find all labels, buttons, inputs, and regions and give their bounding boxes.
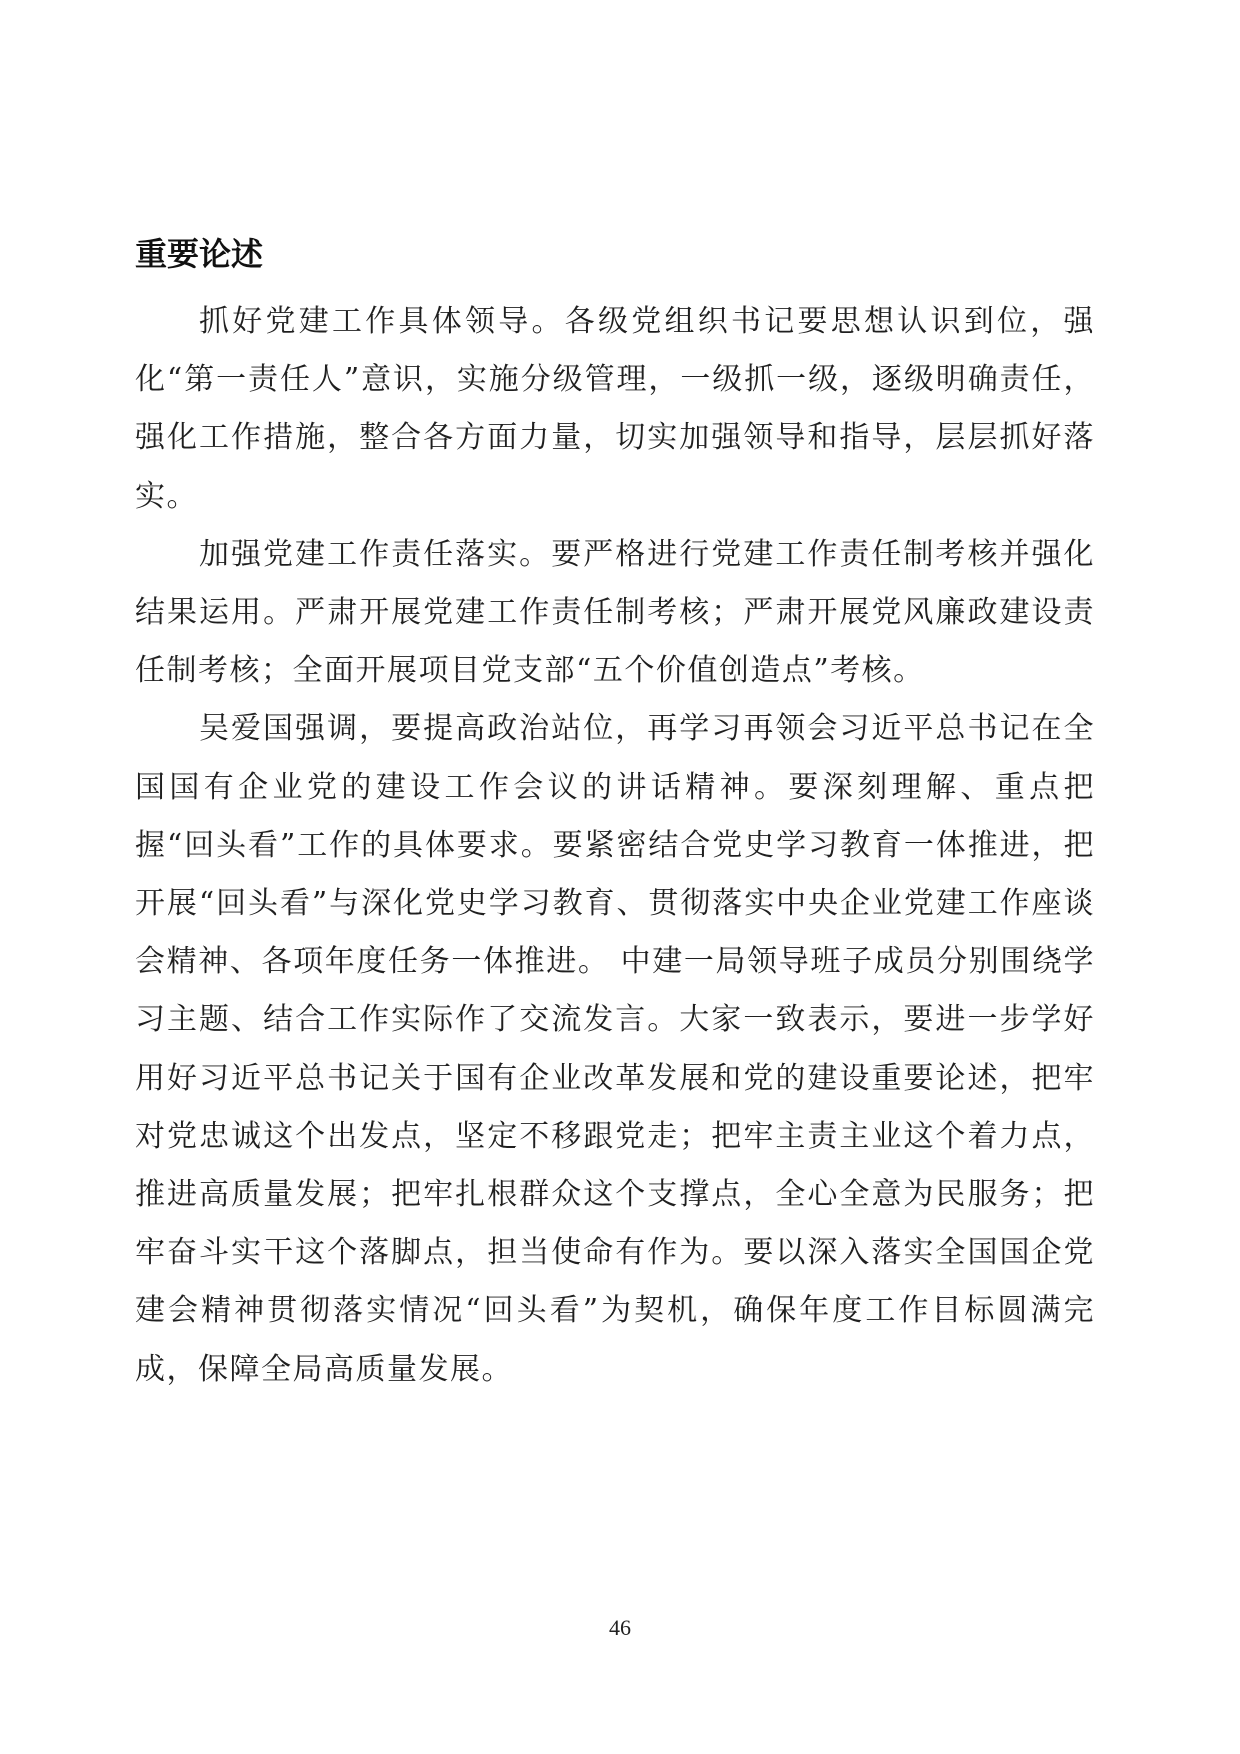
section-heading: 重要论述 (135, 235, 264, 273)
body-text (135, 293, 1095, 1399)
paragraph-party-building-leadership: 抓好党建工作具体领导。各级党组织书记要思想认识到位，强化“第一责任人”意识，实施分级管理，一级抓一级，逐级明确责任，强化工作措施，整合各方面力量，切实加强领导和指导，层层抓好落实。 (135, 304, 1095, 514)
paragraph-responsibility-implementation: 加强党建工作责任落实。要严格进行党建工作责任制考核并强化结果运用。严肃开展党建工作责任制考核；严肃开展党风廉政建设责任制考核；全面开展项目党支部“五个价值创造点”考核。 (135, 536, 1095, 689)
paragraph-wu-aiguo-emphasis: 吴爱国强调，要提高政治站位，再学习再领会习近平总书记在全国国有企业党的建设工作会议的讲话精神。要深刻理解、重点把握“回头看”工作的具体要求。要紧密结合党史学习教育一体推进，把开展“回头看”与深化党史学习教育、贯彻落实中央企业党建工作座谈会精神、各项年度任务一体推进。 中建一局领导班子成员分别围绕学习主题、结合工作实际作了交流发言。大家一致表示，要进一步学好用好习近平总书记关于国有企业改革发展和党的建设重要论述，把牢对党忠诚这个出发点，坚定不移跟党走；把牢主责主业这个着力点，推进高质量发展；把牢扎根群众这个支撑点，全心全意为民服务；把牢奋斗实干这个落脚点，担当使命有作为。要以深入落实全国国企党建会精神贯彻落实情况“回头看”为契机，确保年度工作目标圆满完成，保障全局高质量发展。 (135, 711, 1095, 1387)
page-number: 46 (609, 1615, 631, 1640)
